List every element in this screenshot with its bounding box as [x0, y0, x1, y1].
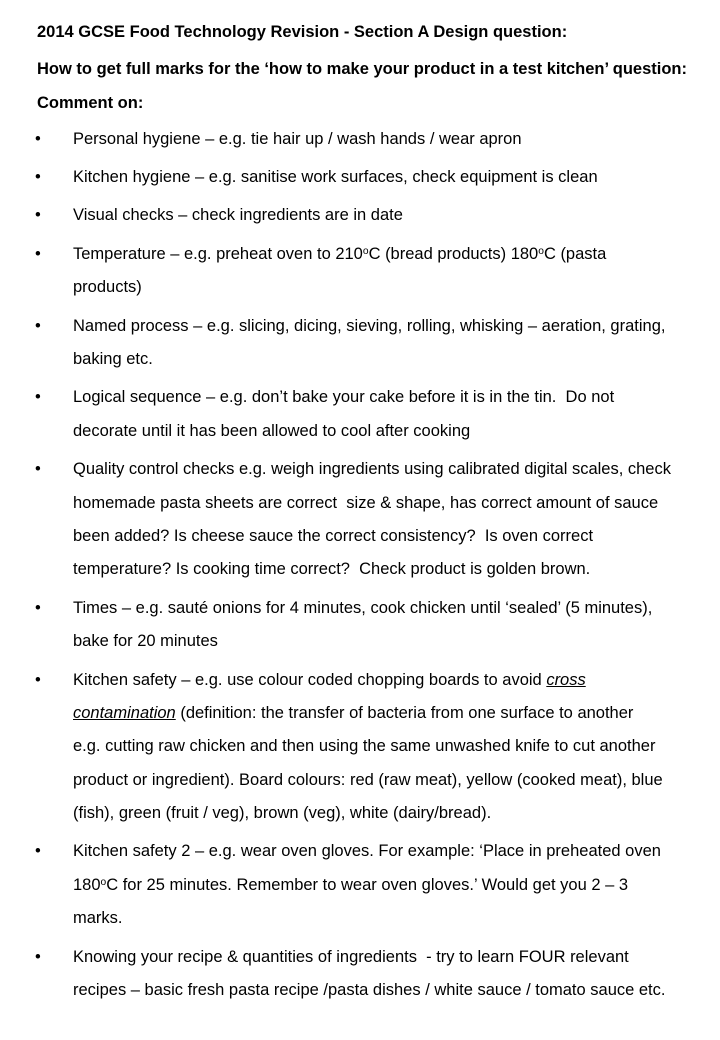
- bullet-text: Visual checks – check ingredients are in date: [73, 206, 403, 225]
- bullet-line: [73, 520, 720, 553]
- bullet-line: [73, 415, 720, 448]
- bullet-item-3: [0, 199, 720, 232]
- bullet-text: product or ingredient). Board colours: red (raw meat), yellow (cooked meat), blue: [73, 770, 663, 789]
- document-title: 2014 GCSE Food Technology Revision - Section A Design question:: [37, 23, 568, 42]
- bullet-line: [73, 487, 720, 520]
- bullet-line: [73, 271, 720, 304]
- bullet-line: [73, 381, 720, 414]
- bullet-item-10: [0, 835, 720, 935]
- bullet-text: Quality control checks e.g. weigh ingredients using calibrated digital scales, check: [73, 460, 671, 479]
- bullet-text: recipes – basic fresh pasta recipe /pasta dishes / white sauce / tomato sauce etc.: [73, 981, 666, 1000]
- bullet-icon: •: [35, 947, 41, 966]
- bullet-item-4: [0, 238, 720, 305]
- bullet-line: [73, 797, 720, 830]
- bullet-item-6: [0, 381, 720, 448]
- bullet-text: homemade pasta sheets are correct size & shape, has correct amount of sauce: [73, 493, 659, 512]
- bullet-text: Times – e.g. sauté onions for 4 minutes, cook chicken until ‘sealed’ (5 minutes),: [73, 598, 653, 617]
- bullet-line: [73, 730, 720, 763]
- bullet-line: [73, 592, 720, 625]
- bullet-text: Kitchen safety – e.g. use colour coded chopping boards to avoid: [73, 670, 547, 689]
- bullet-line: [73, 453, 720, 486]
- bullet-item-11: [0, 941, 720, 1008]
- bullet-text: decorate until it has been allowed to cool after cooking: [73, 421, 471, 440]
- bullet-line: [73, 835, 720, 868]
- bullet-icon: •: [35, 842, 41, 861]
- bullet-text: bake for 20 minutes: [73, 632, 218, 651]
- bullet-line: [73, 764, 720, 797]
- bullet-icon: •: [35, 316, 41, 335]
- degree-symbol: o: [538, 245, 544, 257]
- bullet-line: [73, 238, 720, 271]
- bullet-text: C for 25 minutes. Remember to wear oven gloves.’ Would get you 2 – 3: [106, 875, 629, 894]
- bullet-line: [73, 869, 720, 902]
- bullet-line: [73, 697, 720, 730]
- emphasised-term: contamination: [73, 703, 176, 722]
- bullet-line: [73, 941, 720, 974]
- bullet-text: Kitchen safety 2 – e.g. wear oven gloves. For example: ‘Place in preheated oven: [73, 842, 661, 861]
- bullet-line: [73, 553, 720, 586]
- degree-symbol: o: [362, 245, 369, 257]
- bullet-line: [73, 161, 720, 194]
- bullet-text: Personal hygiene – e.g. tie hair up / wash hands / wear apron: [73, 129, 522, 148]
- bullet-text: Knowing your recipe & quantities of ingredients - try to learn FOUR relevant: [73, 947, 629, 966]
- bullet-icon: •: [35, 206, 41, 225]
- bullet-text: e.g. cutting raw chicken and then using the same unwashed knife to cut another: [73, 737, 656, 756]
- bullet-text: (definition: the transfer of bacteria from one surface to another: [175, 703, 634, 722]
- document-header: [0, 0, 720, 120]
- bullet-line: [73, 310, 720, 343]
- bullet-line: [73, 902, 720, 935]
- bullet-text: marks.: [73, 909, 123, 928]
- comment-on-label: Comment on:: [37, 93, 144, 112]
- bullet-line: [73, 199, 720, 232]
- bullet-text: Temperature – e.g. preheat oven to 210: [73, 244, 363, 263]
- bullet-text: Kitchen hygiene – e.g. sanitise work surfaces, check equipment is clean: [73, 168, 598, 187]
- bullet-icon: •: [35, 168, 41, 187]
- bullet-text: been added? Is cheese sauce the correct consistency? Is oven correct: [73, 526, 594, 545]
- bullet-text: products): [73, 278, 142, 297]
- bullet-line: [73, 123, 720, 156]
- bullet-text: (fish), green (fruit / veg), brown (veg), white (dairy/bread).: [73, 804, 492, 823]
- emphasised-term: cross: [546, 670, 586, 689]
- bullet-item-2: [0, 161, 720, 194]
- bullet-icon: •: [35, 244, 41, 263]
- bullet-icon: •: [35, 598, 41, 617]
- bullet-text: Logical sequence – e.g. don’t bake your cake before it is in the tin. Do not: [73, 388, 615, 407]
- bullet-icon: •: [35, 460, 41, 479]
- bullet-line: [73, 625, 720, 658]
- bullet-text: Named process – e.g. slicing, dicing, sieving, rolling, whisking – aeration, grating,: [73, 316, 666, 335]
- bullet-item-9: [0, 664, 720, 831]
- bullet-item-1: [0, 123, 720, 156]
- bullet-icon: •: [35, 129, 41, 148]
- bullet-text: C (bread products) 180: [368, 244, 539, 263]
- bullet-text: 180: [73, 875, 101, 894]
- bullet-icon: •: [35, 670, 41, 689]
- bullet-text: baking etc.: [73, 350, 153, 368]
- question-heading: How to get full marks for the ‘how to make your product in a test kitchen’ question:: [37, 60, 687, 79]
- bullet-item-7: [0, 453, 720, 587]
- bullet-item-5: [0, 310, 720, 377]
- bullet-text: temperature? Is cooking time correct? Check product is golden brown.: [73, 560, 591, 579]
- bullet-icon: •: [35, 388, 41, 407]
- degree-symbol: o: [100, 876, 107, 888]
- bullet-line: [73, 343, 720, 376]
- bullet-item-8: [0, 592, 720, 659]
- bullet-line: [73, 974, 720, 1007]
- bullet-text: C (pasta: [543, 244, 607, 263]
- bullet-list: [0, 123, 720, 1008]
- bullet-line: [73, 664, 720, 697]
